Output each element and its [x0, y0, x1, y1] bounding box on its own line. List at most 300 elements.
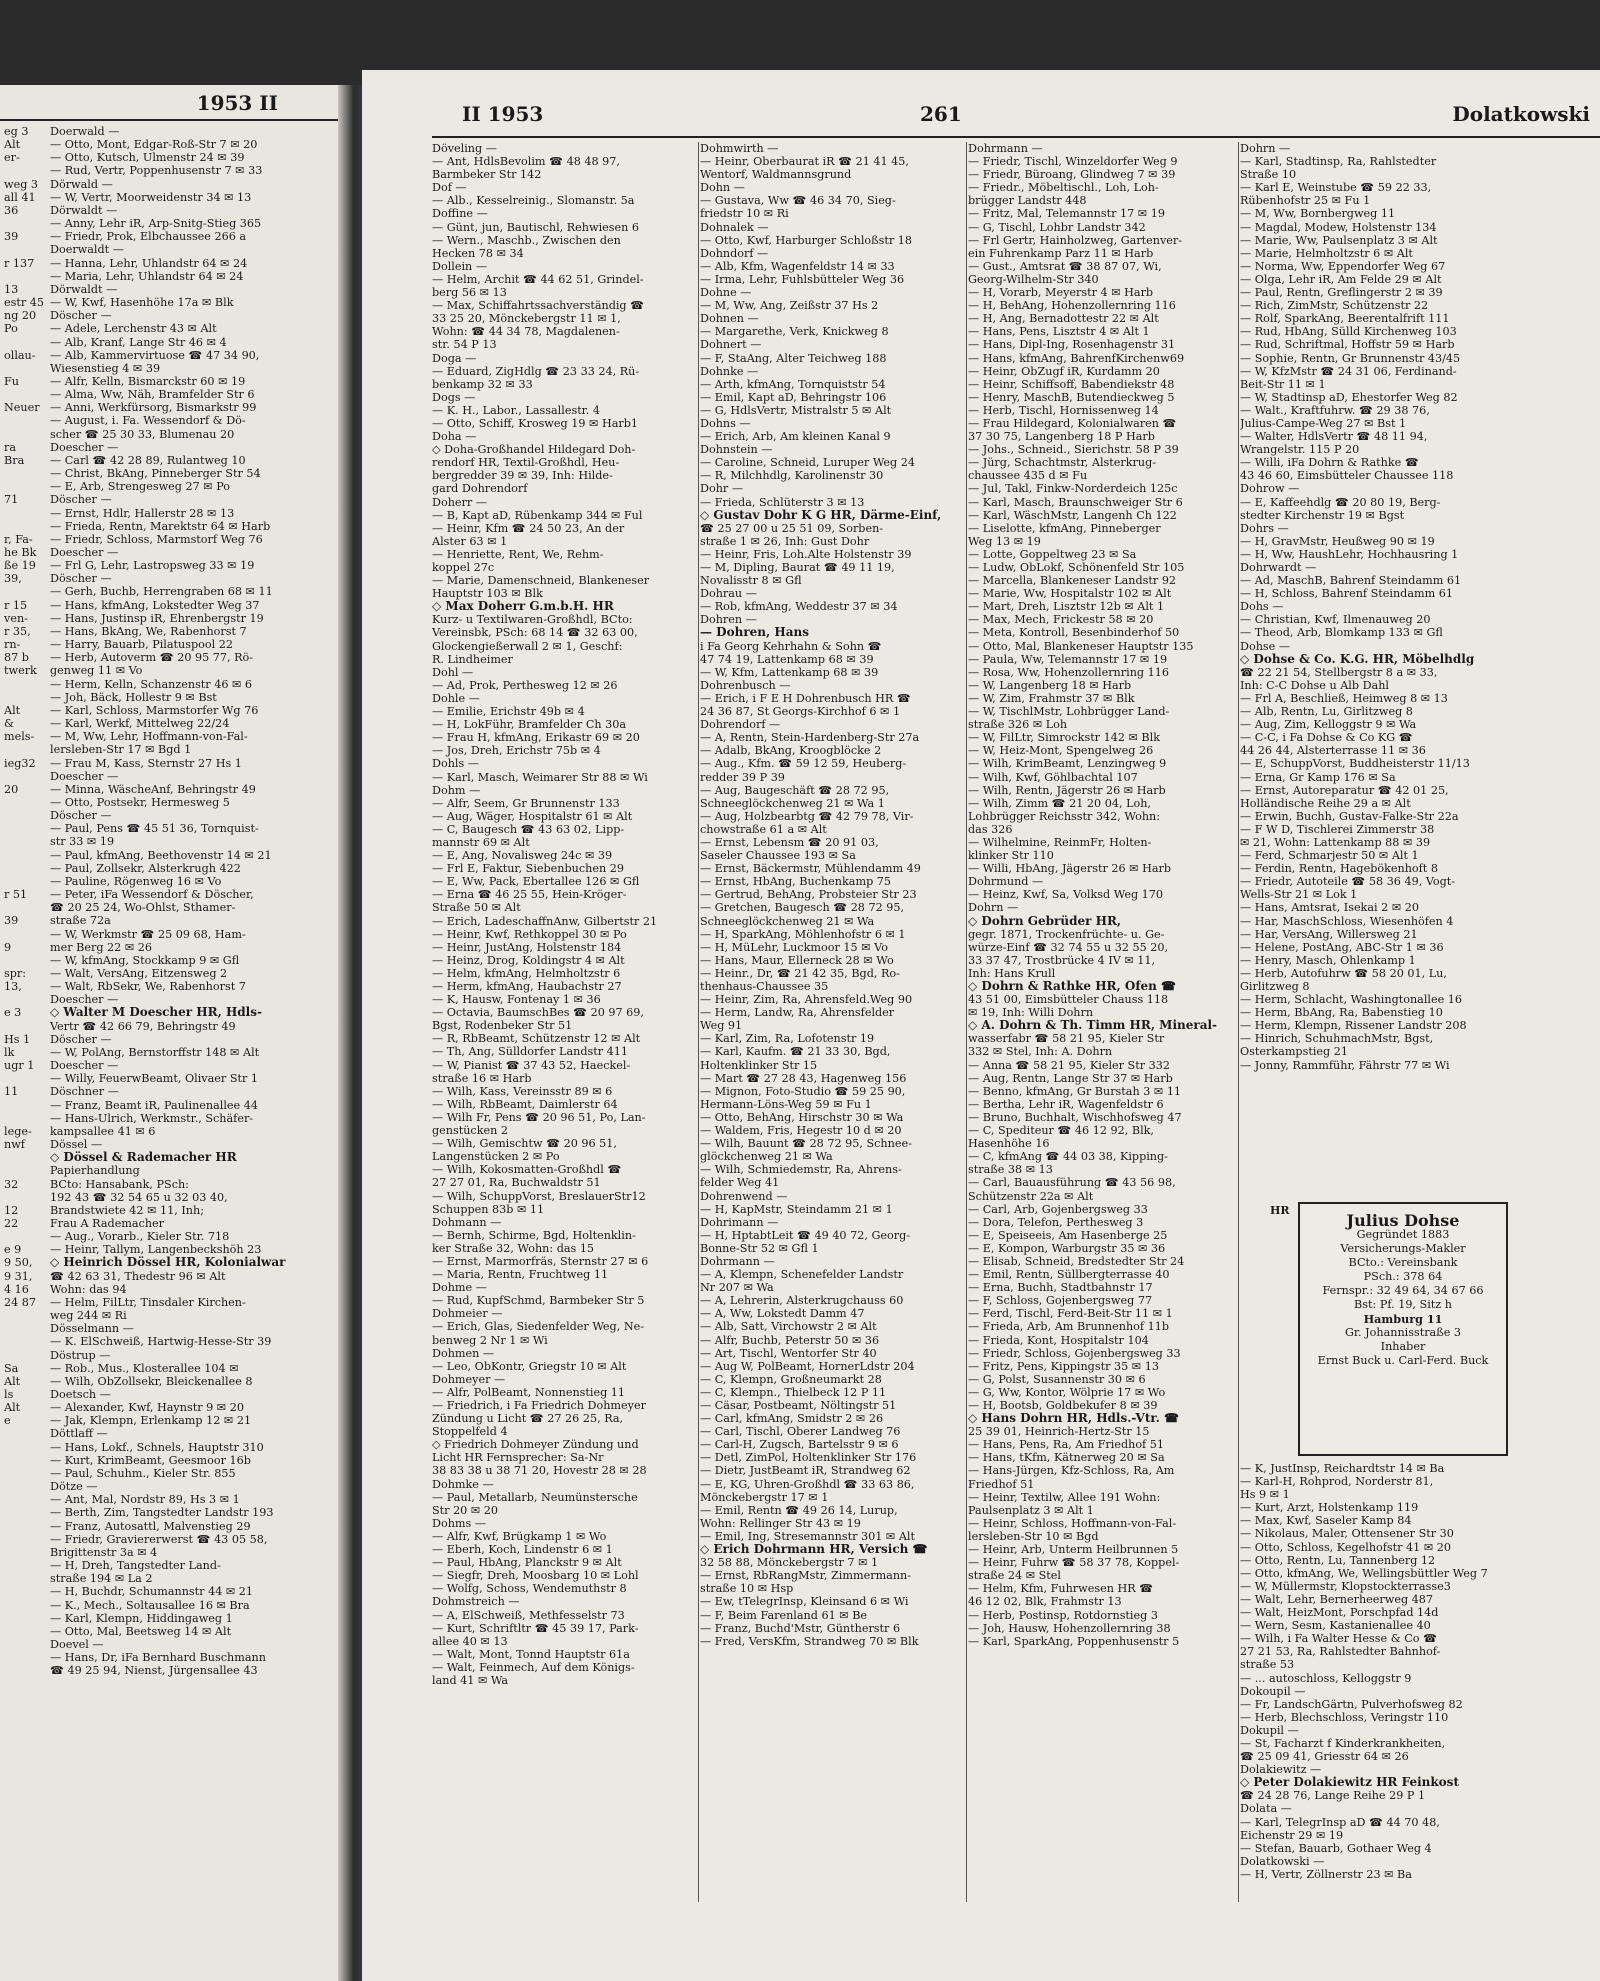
directory-entry: chaussee 435 d ✉ Fu — [968, 469, 1088, 483]
directory-entry: — Karl, Schloss, Marmstorfer Wg 76 — [50, 703, 259, 717]
column-divider — [698, 142, 699, 1902]
directory-entry: — Emilie, Erichstr 49b ✉ 4 — [432, 705, 585, 719]
directory-entry: — Ferdin, Rentn, Hagebökenhoft 8 — [1240, 862, 1438, 876]
directory-entry: — Heinr, Fris, Loh.Alte Holstenstr 39 — [700, 547, 912, 561]
left-fragment-line: & — [4, 717, 14, 731]
directory-entry: — Heinr, Schloss, Hoffmann-von-Fal- — [968, 1516, 1177, 1530]
directory-entry: — Karl E, Weinstube ☎ 59 22 33, — [1240, 181, 1432, 195]
directory-entry: — Dora, Telefon, Perthesweg 3 — [968, 1215, 1144, 1229]
directory-entry: Dörwald — — [50, 177, 113, 191]
directory-entry: Wohn: Rellinger Str 43 ✉ 19 — [700, 1516, 861, 1530]
directory-entry: koppel 27c — [432, 561, 495, 574]
directory-entry: Hs 9 ✉ 1 — [1240, 1488, 1290, 1502]
directory-entry: — Heinz, Kwf, Sa, Volksd Weg 170 — [968, 888, 1164, 902]
directory-entry: Dohs — — [1240, 600, 1284, 614]
directory-entry: — A, Ww, Lokstedt Damm 47 — [700, 1307, 865, 1321]
directory-entry: — W, TischlMstr, Lohbrügger Land- — [968, 705, 1170, 719]
left-fragment-line — [4, 862, 44, 875]
left-fragment-line — [4, 1112, 44, 1125]
directory-entry: — Franz, Autosattl, Malvenstieg 29 — [50, 1519, 251, 1533]
directory-entry: — Alb., Kesselreinig., Slomanstr. 5a — [432, 194, 635, 208]
advertisement-box — [1298, 1202, 1508, 1456]
directory-entry: — Joh, Bäck, Hollestr 9 ✉ Bst — [50, 690, 217, 704]
directory-entry: — E, SchuppVorst, Buddheisterstr 11/13 — [1240, 757, 1470, 771]
directory-entry: Weg 13 ✉ 19 — [968, 534, 1041, 548]
directory-entry: — Jonny, Rammführ, Fährstr 77 ✉ Wi — [1240, 1058, 1450, 1072]
directory-entry: — Friedr, Prok, Elbchaussee 266 a — [50, 230, 247, 244]
left-fragment-line: 20 — [4, 782, 19, 796]
directory-entry: — Hans, Pens, Lisztstr 4 ✉ Alt 1 — [968, 325, 1150, 339]
book-gutter — [338, 85, 364, 1981]
directory-entry: — W, Heiz-Mont, Spengelweg 26 — [968, 744, 1154, 758]
directory-entry: — G, Tischl, Lohbr Landstr 342 — [968, 220, 1146, 234]
directory-entry: — Helm, kfmAng, Helmholtzstr 6 — [432, 966, 621, 980]
directory-entry: Kurz- u Textilwaren-Großhdl, BCto: — [432, 613, 633, 627]
directory-entry: Papierhandlung — [50, 1164, 140, 1178]
directory-entry: Dörwaldt — — [50, 282, 118, 296]
directory-entry: — Friedr, Schloss, Gojenbergsweg 33 — [968, 1346, 1181, 1360]
directory-entry: — Fred, VersKfm, Strandweg 70 ✉ Blk — [700, 1634, 919, 1648]
directory-entry: Dörwaldt — — [50, 203, 118, 217]
directory-entry: — C, Klempn., Thielbeck 12 P 11 — [700, 1385, 887, 1399]
directory-entry: — Frau Hildegard, Kolonialwaren ☎ — [968, 416, 1177, 430]
left-fragment-line — [4, 480, 44, 493]
left-fragment-line: 32 — [4, 1177, 19, 1191]
directory-entry: — Liselotte, kfmAng, Pinneberger — [968, 521, 1161, 535]
directory-entry: — Detl, ZimPol, Holtenklinker Str 176 — [700, 1451, 917, 1465]
directory-entry: stedter Kirchenstr 19 ✉ Bgst — [1240, 508, 1405, 522]
directory-entry: — Franz, Beamt iR, Paulinenallee 44 — [50, 1098, 258, 1112]
directory-entry: — Heinr, Oberbaurat iR ☎ 21 41 45, — [700, 155, 909, 169]
directory-entry: glöckchenweg 21 ✉ Wa — [700, 1150, 833, 1164]
directory-entry: Frau A Rademacher — [50, 1216, 165, 1230]
directory-entry: — Paul, kfmAng, Beethovenstr 14 ✉ 21 — [50, 848, 272, 862]
directory-entry: — Erna ☎ 46 25 55, Hein-Kröger- — [432, 888, 627, 902]
right-page-header — [362, 70, 1600, 128]
directory-entry: — G, Ww, Kontor, Wölprie 17 ✉ Wo — [968, 1385, 1166, 1399]
directory-entry: Dohmwirth — — [700, 142, 779, 155]
directory-entry: — Wilh, Kokosmatten-Großhdl ☎ — [432, 1163, 622, 1177]
left-fragment-line — [4, 678, 44, 691]
directory-entry: — Kurt, Schriftltr ☎ 45 39 17, Park- — [432, 1621, 639, 1635]
directory-entry: — Bruno, Buchhalt, Wischhofsweg 47 — [968, 1110, 1182, 1124]
directory-entry: 27 21 53, Ra, Rahlstedter Bahnhof- — [1240, 1645, 1441, 1659]
directory-entry: Dohrs — — [1240, 521, 1289, 535]
ad-city: Hamburg 11 — [1363, 1312, 1443, 1326]
directory-entry: — Wern., Maschb., Zwischen den — [432, 233, 621, 247]
directory-entry: Dohns — — [700, 416, 751, 430]
directory-entry: Dohrwardt — — [1240, 561, 1317, 574]
directory-entry: — F W D, Tischlerei Zimmerstr 38 — [1240, 822, 1435, 836]
directory-entry: 47 74 19, Lattenkamp 68 ✉ 39 — [700, 652, 874, 666]
directory-entry: Döscher — — [50, 493, 112, 507]
directory-entry: Vertr ☎ 42 66 79, Behringstr 49 — [50, 1019, 236, 1033]
directory-entry: — Alb, Rentn, Lu, Girlitzweg 8 — [1240, 705, 1413, 719]
directory-entry: 32 58 88, Mönckebergstr 7 ✉ 1 — [700, 1556, 879, 1570]
left-fragment-line — [4, 388, 44, 401]
left-fragment-line — [4, 336, 44, 349]
left-fragment-line — [4, 362, 44, 375]
directory-entry: — W, Werkmstr ☎ 25 09 68, Ham- — [50, 927, 246, 941]
directory-entry: — Pauline, Rögenweg 16 ✉ Vo — [50, 874, 222, 888]
directory-entry: Georg-Wilhelm-Str 340 — [968, 272, 1099, 286]
directory-entry: — Alb, Satt, Virchowstr 2 ✉ Alt — [700, 1320, 877, 1334]
directory-entry: — Alfr, Kelln, Bismarckstr 60 ✉ 19 — [50, 374, 246, 388]
directory-entry: — K., Mech., Soltausallee 16 ✉ Bra — [50, 1598, 250, 1612]
directory-entry: Dohmen — — [432, 1346, 495, 1360]
directory-entry: Dohr — — [700, 482, 744, 496]
directory-entry: Dolata — — [1240, 1802, 1292, 1816]
directory-entry: — Aug., Vorarb., Kieler Str. 718 — [50, 1230, 230, 1244]
left-fragment-line: 22 — [4, 1216, 19, 1230]
directory-entry: — C-C, i Fa Dohse & Co KG ☎ — [1240, 731, 1413, 745]
directory-entry: — Friedr, Autoteile ☎ 58 36 49, Vogt- — [1240, 875, 1456, 889]
directory-entry: — Norma, Ww, Eppendorfer Weg 67 — [1240, 259, 1446, 273]
directory-entry: — Fritz, Pens, Kippingstr 35 ✉ 13 — [968, 1359, 1159, 1373]
directory-entry: — Karl-H, Rohprod, Norderstr 81, — [1240, 1475, 1434, 1489]
directory-entry: Novalisstr 8 ✉ Gfl — [700, 574, 802, 588]
directory-entry: — Wolfg, Schoss, Wendemuthstr 8 — [432, 1582, 627, 1596]
directory-entry: ◇ Dohse & Co. K.G. HR, Möbelhdlg — [1240, 652, 1475, 666]
directory-entry: Dössel — — [50, 1138, 103, 1152]
left-fragment-line: r 15 — [4, 598, 28, 612]
directory-entry: genweg 11 ✉ Vo — [50, 664, 143, 678]
directory-entry: — Hans, Dr, iFa Bernhard Buschmann — [50, 1651, 266, 1665]
left-fragment-line: ra — [4, 440, 17, 454]
directory-entry: — H, LokFühr, Bramfelder Ch 30a — [432, 718, 627, 732]
directory-entry: — Benno, kfmAng, Gr Burstah 3 ✉ 11 — [968, 1084, 1182, 1098]
directory-entry: — Mart ☎ 27 28 43, Hagenweg 156 — [700, 1071, 907, 1085]
directory-entry: Döscher — — [50, 809, 112, 823]
left-fragment-line: 13 — [4, 282, 19, 296]
left-fragment-line — [4, 796, 44, 809]
directory-entry: — Frieda, Rentn, Marektstr 64 ✉ Harb — [50, 519, 271, 533]
left-fragment-line: er- — [4, 151, 20, 165]
directory-entry: ☎ 25 27 00 u 25 51 09, Sorben- — [700, 521, 884, 535]
left-fragment-line: 87 b — [4, 651, 29, 665]
directory-entry: — Aug W, PolBeamt, HornerLdstr 204 — [700, 1359, 915, 1373]
directory-entry: Dohls — — [432, 757, 479, 771]
directory-entry: Wrangelstr. 115 P 20 — [1240, 443, 1360, 457]
directory-entry: benweg 2 Nr 1 ✉ Wi — [432, 1333, 548, 1347]
directory-entry: — Rob., Mus., Klosterallee 104 ✉ — [50, 1361, 239, 1375]
directory-entry: Schuppen 83b ✉ 11 — [432, 1202, 545, 1216]
directory-entry: — Hans, Amtsrat, Isekai 2 ✉ 20 — [1240, 901, 1419, 915]
directory-entry: — Christ, BkAng, Pinneberger Str 54 — [50, 467, 261, 481]
left-fragment-line — [4, 901, 44, 914]
directory-entry: thenhaus-Chaussee 35 — [700, 980, 829, 993]
directory-entry: straße 53 — [1240, 1658, 1295, 1672]
directory-entry: — Ernst, Lebensm ☎ 20 91 03, — [700, 835, 879, 849]
left-fragment-line: ße 19 — [4, 559, 36, 573]
directory-entry: — Wilhelmine, ReinmFr, Holten- — [968, 835, 1152, 849]
left-fragment-line: ls — [4, 1388, 14, 1401]
column-divider — [1238, 142, 1239, 1902]
directory-entry: — Waldem, Fris, Hegestr 10 d ✉ 20 — [700, 1124, 902, 1138]
left-fragment-line: r 35, — [4, 624, 31, 638]
directory-entry: — H, Schloss, Bahrenf Steindamm 61 — [1240, 587, 1454, 601]
directory-entry: — A, ElSchweiß, Methfesselstr 73 — [432, 1608, 625, 1622]
directory-entry: — Frl Gertr, Hainholzweg, Gartenver- — [968, 233, 1183, 247]
directory-entry: — Margarethe, Verk, Knickweg 8 — [700, 325, 889, 339]
directory-entry: — Frieda, Arb, Am Brunnenhof 11b — [968, 1320, 1169, 1334]
directory-entry: — Walt, HeizMont, Porschpfad 14d — [1240, 1606, 1439, 1620]
directory-entry: — Maria, Rentn, Fruchtweg 11 — [432, 1268, 609, 1282]
left-fragment-line — [4, 585, 44, 598]
directory-entry: — Mart, Dreh, Lisztstr 12b ✉ Alt 1 — [968, 600, 1165, 614]
directory-entry: — E, Ww, Pack, Ebertallee 126 ✉ Gfl — [432, 875, 640, 889]
directory-entry: 33 25 20, Mönckebergstr 11 ✉ 1, — [432, 312, 621, 326]
directory-entry: ☎ 25 09 41, Griesstr 64 ✉ 26 — [1240, 1750, 1409, 1764]
directory-entry: Döttlaff — — [50, 1427, 108, 1441]
directory-entry: — H, Ang, Bernadottestr 22 ✉ Alt — [968, 312, 1159, 326]
directory-entry: weg 244 ✉ Ri — [50, 1309, 127, 1323]
directory-entry: — Arth, kfmAng, Tornquiststr 54 — [700, 377, 886, 391]
directory-entry: 46 12 02, Blk, Frahmstr 13 — [968, 1595, 1122, 1609]
directory-entry: — W, Vertr, Moorweidenstr 34 ✉ 13 — [50, 190, 252, 204]
left-fragment-line — [4, 1349, 44, 1362]
directory-entry: Dohrn — — [1240, 142, 1291, 155]
ad-business: Versicherungs-Makler — [1340, 1242, 1466, 1255]
directory-entry: ◇ Dössel & Rademacher HR — [50, 1151, 237, 1165]
directory-entry: — E, Arb, Strengesweg 27 ✉ Po — [50, 480, 231, 494]
directory-entry: ◇ Heinrich Dössel HR, Kolonialwar — [50, 1256, 286, 1270]
left-fragment-line — [4, 743, 44, 756]
directory-entry: — H, Vorarb, Meyerstr 4 ✉ Harb — [968, 286, 1154, 300]
directory-entry: Schneeglöckchenweg 21 ✉ Wa 1 — [700, 796, 885, 810]
left-fragment-line — [4, 467, 44, 480]
directory-entry: straße 10 ✉ Hsp — [700, 1582, 794, 1596]
directory-entry: — Wilh, KrimBeamt, Lenzingweg 9 — [968, 757, 1167, 771]
directory-entry: Girlitzweg 8 — [1240, 980, 1310, 993]
directory-entry: — B, Kapt aD, Rübenkamp 344 ✉ Ful — [432, 508, 643, 522]
directory-entry: — W, Stadtinsp aD, Ehestorfer Weg 82 — [1240, 390, 1458, 404]
directory-entry: — Hanna, Lehr, Uhlandstr 64 ✉ 24 — [50, 256, 248, 270]
directory-entry: Straße 10 — [1240, 168, 1297, 182]
directory-entry: 25 39 01, Heinrich-Hertz-Str 15 — [968, 1425, 1150, 1439]
directory-entry: Dollein — — [432, 259, 488, 273]
directory-entry: — W, Pianist ☎ 37 43 52, Haeckel- — [432, 1058, 631, 1072]
directory-entry: — Bertha, Lehr iR, Wagenfeldstr 6 — [968, 1097, 1164, 1111]
ad-phone: Fernspr.: 32 49 64, 34 67 66 — [1322, 1284, 1484, 1297]
directory-entry: — Ernst, Hdlr, Hallerstr 28 ✉ 13 — [50, 506, 235, 520]
directory-entry: — A, Lehrerin, Alsterkrugchauss 60 — [700, 1294, 904, 1308]
directory-entry: — Har, VersAng, Willersweg 21 — [1240, 927, 1418, 941]
left-fragment-line — [4, 164, 44, 177]
left-fragment-line: ven- — [4, 611, 28, 625]
left-fragment-line — [4, 1191, 44, 1204]
directory-entry: — Aug, Rentn, Lange Str 37 ✉ Harb — [968, 1071, 1173, 1085]
directory-entry: allee 40 ✉ 13 — [432, 1634, 508, 1648]
directory-entry: — C, Klempn, Großneumarkt 28 — [700, 1372, 882, 1386]
directory-entry: berg 56 ✉ 13 — [432, 286, 507, 300]
directory-entry: — Stefan, Bauarb, Gothaer Weg 4 — [1240, 1841, 1432, 1855]
directory-entry: Döscher — — [50, 572, 112, 586]
directory-entry: 43 51 00, Eimsbütteler Chauss 118 — [968, 993, 1169, 1007]
directory-entry: Doerwald — — [50, 125, 120, 138]
directory-column-4-continued — [1240, 1462, 1516, 1962]
directory-entry: Lohbrügger Reichsstr 342, Wohn: — [968, 809, 1161, 823]
directory-entry: — Herm, BbAng, Ra, Babenstieg 10 — [1240, 1006, 1443, 1020]
left-fragment-line: Alt — [4, 703, 21, 717]
directory-entry: Wentorf, Waldmannsgrund — [700, 168, 852, 182]
left-fragment-line — [4, 1309, 44, 1322]
directory-entry: Dohrendorf — — [700, 718, 781, 732]
directory-entry: — Theod, Arb, Blomkamp 133 ✉ Gfl — [1240, 626, 1443, 640]
directory-entry: — Max, Kwf, Saseler Kamp 84 — [1240, 1514, 1412, 1528]
directory-entry: 192 43 ☎ 32 54 65 u 32 03 40, — [50, 1190, 228, 1204]
directory-entry: — Hans, Dipl-Ing, Rosenhagenstr 31 — [968, 338, 1176, 352]
directory-entry: — Minna, WäscheAnf, Behringstr 49 — [50, 782, 256, 796]
directory-entry: — Adalb, BkAng, Kroogblöcke 2 — [700, 744, 882, 758]
directory-entry: — H, SparkAng, Möhlenhofstr 6 ✉ 1 — [700, 927, 906, 941]
directory-entry: — Aug, Holzbearbtg ☎ 42 79 78, Vir- — [700, 809, 914, 823]
directory-entry: — Karl, Kaufm. ☎ 21 33 30, Bgd, — [700, 1045, 891, 1059]
directory-entry: — E, Speiseeis, Am Hasenberge 25 — [968, 1228, 1168, 1242]
left-fragment-line: 9 31, — [4, 1269, 33, 1283]
directory-entry: Dohnke — — [700, 364, 759, 378]
left-fragment-line: r, Fa- — [4, 532, 33, 546]
directory-entry: Dohrn — — [968, 901, 1019, 915]
directory-entry: — Rob, kfmAng, Weddestr 37 ✉ 34 — [700, 600, 898, 614]
directory-entry: Döstrup — — [50, 1348, 111, 1362]
directory-entry: gegr. 1871, Trockenfrüchte- u. Ge- — [968, 927, 1165, 941]
directory-entry: — Otto, Postsekr, Hermesweg 5 — [50, 795, 230, 809]
directory-entry: — Marie, Helmholtzstr 6 ✉ Alt — [1240, 246, 1413, 260]
ad-hr-marker: HR — [1270, 1204, 1290, 1217]
left-page-header-text: 1953 II — [196, 91, 278, 115]
directory-entry: — Herb, Blechschloss, Veringstr 110 — [1240, 1710, 1449, 1724]
directory-entry: str 33 ✉ 19 — [50, 835, 115, 849]
page-number: 261 — [920, 102, 962, 126]
directory-entry: 38 83 38 u 38 71 20, Hovestr 28 ✉ 28 — [432, 1464, 647, 1478]
directory-entry: Dohren — — [700, 613, 757, 627]
directory-entry: — Erwin, Buchh, Gustav-Falke-Str 22a — [1240, 809, 1459, 823]
directory-entry: bergredder 39 ✉ 39, Inh: Hilde- — [432, 469, 613, 483]
directory-entry: — A, Rentn, Stein-Hardenberg-Str 27a — [700, 731, 920, 745]
directory-entry: — Walt, VersAng, Eitzensweg 2 — [50, 967, 228, 980]
directory-entry: Doescher — — [50, 546, 119, 559]
directory-entry: — Peter, iFa Wessendorf & Döscher, — [50, 888, 254, 902]
directory-entry: — Ant, Mal, Nordstr 89, Hs 3 ✉ 1 — [50, 1493, 240, 1507]
directory-entry: — Wilh, Bauunt ☎ 28 72 95, Schnee- — [700, 1137, 912, 1151]
directory-entry: — Max, Mech, Frickestr 58 ✉ 20 — [968, 613, 1154, 627]
directory-entry: Dokupil — — [1240, 1723, 1299, 1737]
directory-entry: — H, MüLehr, Luckmoor 15 ✉ Vo — [700, 940, 888, 954]
directory-entry: — Alfr, Buchb, Peterstr 50 ✉ 36 — [700, 1333, 880, 1347]
directory-entry: — Anna ☎ 58 21 95, Kieler Str 332 — [968, 1058, 1170, 1072]
directory-entry: straße 16 ✉ Harb — [432, 1071, 532, 1085]
directory-entry: friedstr 10 ✉ Ri — [700, 207, 789, 221]
directory-entry: — Wilh, i Fa Walter Hesse & Co ☎ — [1240, 1632, 1438, 1646]
left-fragment-line: 39 — [4, 230, 19, 244]
left-fragment-line — [4, 954, 44, 967]
directory-entry: — Hans, Lokf., Schnels, Hauptstr 310 — [50, 1440, 264, 1454]
directory-entry: — Karl, Klempn, Hiddingaweg 1 — [50, 1611, 233, 1625]
directory-entry: Zündung u Licht ☎ 27 26 25, Ra, — [432, 1412, 624, 1426]
directory-entry: — Gertrud, BehAng, Probsteier Str 23 — [700, 888, 917, 902]
directory-entry: — Heinr, Fuhrw ☎ 58 37 78, Koppel- — [968, 1556, 1180, 1570]
directory-entry: — Gust., Amtsrat ☎ 38 87 07, Wi, — [968, 259, 1162, 273]
directory-entry: — Alfr, Seem, Gr Brunnenstr 133 — [432, 796, 620, 810]
left-fragment-line — [4, 1164, 44, 1177]
directory-entry: chowstraße 61 a ✉ Alt — [700, 822, 827, 836]
ad-founded: Gegründet 1883 — [1356, 1228, 1450, 1241]
left-fragment-line — [4, 822, 44, 835]
directory-entry: — Mignon, Foto-Studio ☎ 59 25 90, — [700, 1084, 906, 1098]
directory-entry: Langenstücken 2 ✉ Po — [432, 1150, 560, 1164]
ad-company-name: Julius Dohse — [1346, 1211, 1460, 1230]
left-fragment-line: 11 — [4, 1085, 19, 1099]
directory-entry: — Jul, Takl, Finkw-Norderdeich 125c — [968, 482, 1178, 496]
directory-entry: — Maria, Lehr, Uhlandstr 64 ✉ 24 — [50, 269, 244, 283]
directory-entry: Barmbeker Str 142 — [432, 168, 542, 182]
directory-entry: Dohrau — — [700, 587, 757, 601]
directory-entry: — Paul, HbAng, Planckstr 9 ✉ Alt — [432, 1556, 622, 1570]
directory-entry: — Hans-Jürgen, Kfz-Schloss, Ra, Am — [968, 1464, 1175, 1478]
left-fragment-line — [4, 1335, 44, 1348]
directory-entry: straße 24 ✉ Stel — [968, 1569, 1061, 1583]
directory-entry: — Fritz, Mal, Telemannstr 17 ✉ 19 — [968, 207, 1165, 221]
directory-entry: — K, JustInsp, Reichardtstr 14 ✉ Ba — [1240, 1462, 1445, 1475]
directory-entry: — W, Müllermstr, Klopstockterrasse3 — [1240, 1579, 1451, 1593]
directory-entry: — K. ElSchweiß, Hartwig-Hesse-Str 39 — [50, 1335, 272, 1349]
left-page-header — [0, 85, 338, 121]
directory-entry: — F, Beim Farenland 61 ✉ Be — [700, 1608, 868, 1622]
directory-entry: — Paul, Rentn, Greflingerstr 2 ✉ 39 — [1240, 286, 1443, 300]
directory-entry: mer Berg 22 ✉ 26 — [50, 940, 152, 954]
directory-entry: — Walt, Lehr, Bernerheerweg 487 — [1240, 1592, 1434, 1606]
directory-entry: — ... autoschloss, Kelloggstr 9 — [1240, 1671, 1412, 1685]
directory-entry: — Alma, Ww, Näh, Bramfelder Str 6 — [50, 388, 255, 402]
directory-entry: — Rud, KupfSchmd, Barmbeker Str 5 — [432, 1294, 645, 1308]
left-fragment-line: Sa — [4, 1361, 19, 1375]
directory-entry: Friedhof 51 — [968, 1477, 1035, 1491]
directory-entry: Doescher — — [50, 769, 119, 783]
directory-entry: — Th, Ang, Sülldorfer Landstr 411 — [432, 1045, 628, 1059]
directory-entry: — Herm, Klempn, Rissener Landstr 208 — [1240, 1019, 1467, 1033]
directory-entry: Stoppelfeld 4 — [432, 1425, 508, 1439]
directory-entry: BCto: Hansabank, PSch: — [50, 1177, 189, 1191]
directory-entry: Dösselmann — — [50, 1322, 134, 1336]
directory-entry: Doffine — — [432, 207, 488, 221]
directory-entry: — Octavia, BaumschBes ☎ 20 97 69, — [432, 1006, 644, 1020]
directory-entry: Doetsch — — [50, 1388, 111, 1401]
ad-address: Gr. Johannisstraße 3 — [1344, 1326, 1461, 1339]
directory-entry: Beit-Str 11 ✉ 1 — [1240, 377, 1326, 391]
left-fragment-line — [4, 849, 44, 862]
directory-entry: Doha — — [432, 430, 477, 444]
directory-entry: — Paul, Metallarb, Neumünstersche — [432, 1490, 638, 1504]
directory-entry: — G, Polst, Susannenstr 30 ✉ 6 — [968, 1372, 1146, 1386]
directory-entry: klinker Str 110 — [968, 849, 1054, 863]
directory-entry: — Har, MaschSchloss, Wiesenhöfen 4 — [1240, 914, 1454, 928]
directory-entry: 43 46 60, Eimsbütteler Chaussee 118 — [1240, 469, 1454, 483]
directory-entry: — Rud, Schriftmal, Hoffstr 59 ✉ Harb — [1240, 338, 1455, 352]
directory-entry: — Hans, Pens, Ra, Am Friedhof 51 — [968, 1438, 1164, 1452]
left-page-fragment-column — [4, 125, 44, 1427]
directory-entry: — Alexander, Kwf, Haynstr 9 ✉ 20 — [50, 1401, 244, 1415]
directory-entry: — Friedr., Möbeltischl., Loh, Loh- — [968, 181, 1159, 195]
directory-entry: — Otto, kfmAng, We, Wellingsbüttler Weg 7 — [1240, 1566, 1488, 1580]
directory-entry: — Henriette, Rent, We, Rehm- — [432, 547, 604, 561]
directory-entry: Schneeglöckchenweg 21 ✉ Wa — [700, 914, 875, 928]
left-fragment-line: 71 — [4, 493, 19, 507]
directory-entry: ◇ Friedrich Dohmeyer Zündung und — [432, 1438, 639, 1452]
directory-entry: Dohmstreich — — [432, 1595, 520, 1609]
left-fragment-line — [4, 428, 44, 441]
header-keyword: Dolatkowski — [1452, 102, 1590, 126]
